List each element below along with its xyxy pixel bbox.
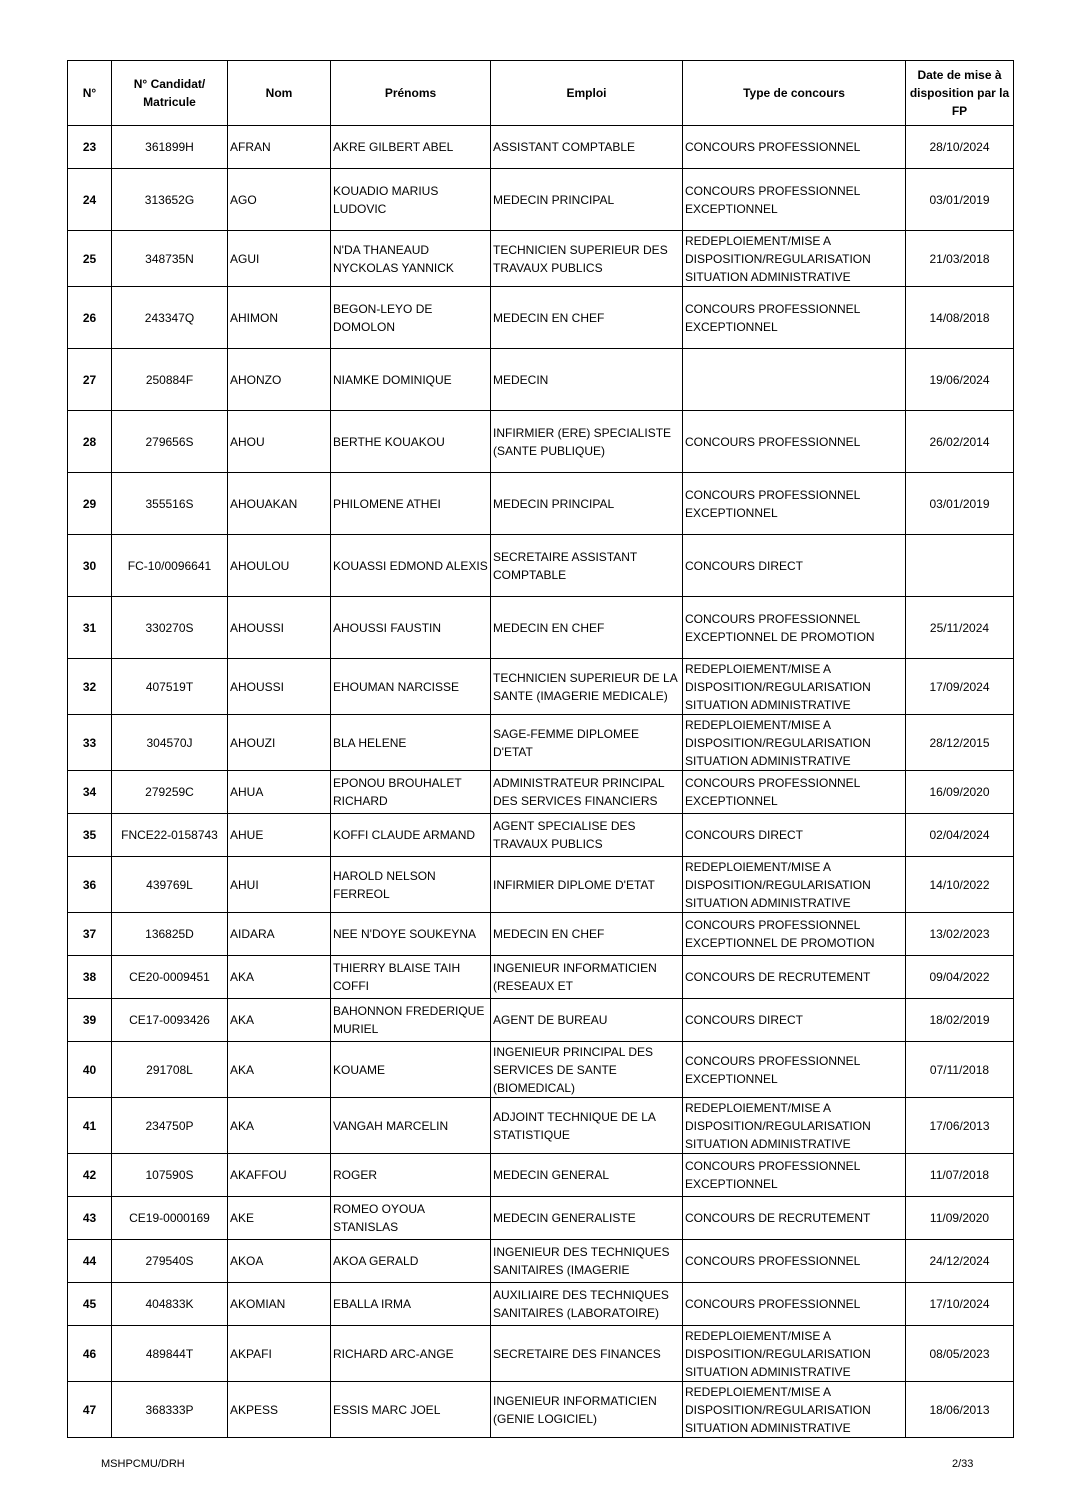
cell-prenoms: AHOUSSI FAUSTIN <box>331 597 491 659</box>
cell-matricule: 313652G <box>112 169 228 231</box>
cell-matricule: 368333P <box>112 1382 228 1438</box>
cell-prenoms: ROGER <box>331 1154 491 1197</box>
cell-emploi: MEDECIN PRINCIPAL <box>491 169 683 231</box>
cell-prenoms: PHILOMENE ATHEI <box>331 473 491 535</box>
cell-num: 28 <box>68 411 112 473</box>
cell-nom: AKE <box>228 1197 331 1240</box>
table-row <box>68 1042 1014 1098</box>
cell-type: CONCOURS PROFESSIONNEL EXCEPTIONNEL <box>683 771 906 814</box>
cell-num: 40 <box>68 1042 112 1098</box>
cell-matricule: 279656S <box>112 411 228 473</box>
cell-num: 38 <box>68 956 112 999</box>
table-row <box>68 1382 1014 1438</box>
cell-nom: AHOULOU <box>228 535 331 597</box>
table-row <box>68 814 1014 857</box>
cell-prenoms: AKRE GILBERT ABEL <box>331 126 491 169</box>
cell-matricule: 330270S <box>112 597 228 659</box>
cell-prenoms: ROMEO OYOUA STANISLAS <box>331 1197 491 1240</box>
cell-date: 25/11/2024 <box>906 597 1014 659</box>
cell-nom: AKPAFI <box>228 1326 331 1382</box>
cell-prenoms: KOUASSI EDMOND ALEXIS <box>331 535 491 597</box>
cell-date: 17/10/2024 <box>906 1283 1014 1326</box>
header-emploi: Emploi <box>491 61 683 126</box>
cell-type: CONCOURS DIRECT <box>683 814 906 857</box>
cell-nom: AKAFFOU <box>228 1154 331 1197</box>
cell-date: 18/06/2013 <box>906 1382 1014 1438</box>
cell-nom: AKOMIAN <box>228 1283 331 1326</box>
cell-prenoms: THIERRY BLAISE TAIH COFFI <box>331 956 491 999</box>
table-row <box>68 1197 1014 1240</box>
cell-matricule: CE20-0009451 <box>112 956 228 999</box>
cell-nom: AKA <box>228 999 331 1042</box>
cell-nom: AHOUAKAN <box>228 473 331 535</box>
cell-emploi: AGENT SPECIALISE DES TRAVAUX PUBLICS <box>491 814 683 857</box>
header-num: N° <box>68 61 112 126</box>
cell-nom: AIDARA <box>228 913 331 956</box>
table-row <box>68 771 1014 814</box>
cell-num: 31 <box>68 597 112 659</box>
cell-matricule: 250884F <box>112 349 228 411</box>
cell-num: 37 <box>68 913 112 956</box>
cell-nom: AHOUSSI <box>228 659 331 715</box>
cell-date: 14/10/2022 <box>906 857 1014 913</box>
table-row <box>68 1283 1014 1326</box>
cell-num: 24 <box>68 169 112 231</box>
cell-num: 42 <box>68 1154 112 1197</box>
cell-type: CONCOURS PROFESSIONNEL <box>683 126 906 169</box>
table-row <box>68 857 1014 913</box>
cell-date: 17/06/2013 <box>906 1098 1014 1154</box>
footer-department: MSHPCMU/DRH <box>101 1458 185 1470</box>
cell-nom: AFRAN <box>228 126 331 169</box>
table-row <box>68 1326 1014 1382</box>
cell-matricule: 355516S <box>112 473 228 535</box>
cell-nom: AGO <box>228 169 331 231</box>
table-row <box>68 411 1014 473</box>
cell-date: 14/08/2018 <box>906 287 1014 349</box>
cell-prenoms: RICHARD ARC-ANGE <box>331 1326 491 1382</box>
cell-nom: AHUE <box>228 814 331 857</box>
cell-type: CONCOURS PROFESSIONNEL EXCEPTIONNEL <box>683 473 906 535</box>
cell-prenoms: EPONOU BROUHALET RICHARD <box>331 771 491 814</box>
cell-num: 44 <box>68 1240 112 1283</box>
cell-prenoms: ESSIS MARC JOEL <box>331 1382 491 1438</box>
cell-nom: AHIMON <box>228 287 331 349</box>
cell-matricule: 136825D <box>112 913 228 956</box>
candidates-table <box>67 60 1014 1438</box>
cell-num: 43 <box>68 1197 112 1240</box>
cell-nom: AKA <box>228 956 331 999</box>
cell-date: 03/01/2019 <box>906 169 1014 231</box>
cell-matricule: 243347Q <box>112 287 228 349</box>
cell-num: 32 <box>68 659 112 715</box>
cell-emploi: INGENIEUR PRINCIPAL DES SERVICES DE SANTE (BIOMEDICAL) <box>491 1042 683 1098</box>
table-row <box>68 913 1014 956</box>
cell-num: 47 <box>68 1382 112 1438</box>
cell-emploi: ASSISTANT COMPTABLE <box>491 126 683 169</box>
cell-emploi: MEDECIN GENERALISTE <box>491 1197 683 1240</box>
cell-emploi: SECRETAIRE DES FINANCES <box>491 1326 683 1382</box>
cell-matricule: 234750P <box>112 1098 228 1154</box>
cell-prenoms: KOUADIO MARIUS LUDOVIC <box>331 169 491 231</box>
cell-emploi: MEDECIN GENERAL <box>491 1154 683 1197</box>
table-row <box>68 999 1014 1042</box>
cell-matricule: CE17-0093426 <box>112 999 228 1042</box>
cell-date <box>906 535 1014 597</box>
cell-date: 17/09/2024 <box>906 659 1014 715</box>
cell-date: 19/06/2024 <box>906 349 1014 411</box>
cell-date: 28/12/2015 <box>906 715 1014 771</box>
cell-num: 46 <box>68 1326 112 1382</box>
cell-matricule: 107590S <box>112 1154 228 1197</box>
cell-prenoms: NEE N'DOYE SOUKEYNA <box>331 913 491 956</box>
table-row <box>68 126 1014 169</box>
cell-emploi: AUXILIAIRE DES TECHNIQUES SANITAIRES (LABORATOIRE) <box>491 1283 683 1326</box>
header-row <box>68 61 1014 126</box>
cell-prenoms: NIAMKE DOMINIQUE <box>331 349 491 411</box>
cell-emploi: MEDECIN EN CHEF <box>491 597 683 659</box>
cell-nom: AKPESS <box>228 1382 331 1438</box>
header-prenoms: Prénoms <box>331 61 491 126</box>
cell-prenoms: BEGON-LEYO DE DOMOLON <box>331 287 491 349</box>
table-row <box>68 349 1014 411</box>
cell-date: 08/05/2023 <box>906 1326 1014 1382</box>
cell-matricule: FC-10/0096641 <box>112 535 228 597</box>
header-nom: Nom <box>228 61 331 126</box>
cell-emploi: MEDECIN EN CHEF <box>491 913 683 956</box>
cell-date: 03/01/2019 <box>906 473 1014 535</box>
cell-date: 28/10/2024 <box>906 126 1014 169</box>
cell-type: REDEPLOIEMENT/MISE A DISPOSITION/REGULARISATION SITUATION ADMINISTRATIVE <box>683 857 906 913</box>
table-row <box>68 1098 1014 1154</box>
cell-emploi: INGENIEUR DES TECHNIQUES SANITAIRES (IMAGERIE <box>491 1240 683 1283</box>
cell-emploi: SECRETAIRE ASSISTANT COMPTABLE <box>491 535 683 597</box>
cell-prenoms: KOUAME <box>331 1042 491 1098</box>
cell-matricule: 404833K <box>112 1283 228 1326</box>
table-row <box>68 659 1014 715</box>
cell-emploi: INFIRMIER DIPLOME D'ETAT <box>491 857 683 913</box>
cell-type: CONCOURS PROFESSIONNEL EXCEPTIONNEL DE PROMOTION <box>683 913 906 956</box>
cell-matricule: 304570J <box>112 715 228 771</box>
cell-date: 09/04/2022 <box>906 956 1014 999</box>
cell-nom: AHOUZI <box>228 715 331 771</box>
cell-nom: AKA <box>228 1098 331 1154</box>
cell-nom: AHONZO <box>228 349 331 411</box>
cell-type: CONCOURS PROFESSIONNEL EXCEPTIONNEL <box>683 1042 906 1098</box>
cell-emploi: TECHNICIEN SUPERIEUR DES TRAVAUX PUBLICS <box>491 231 683 287</box>
cell-matricule: FNCE22-0158743 <box>112 814 228 857</box>
cell-type: CONCOURS DE RECRUTEMENT <box>683 956 906 999</box>
cell-date: 11/09/2020 <box>906 1197 1014 1240</box>
cell-prenoms: VANGAH MARCELIN <box>331 1098 491 1154</box>
cell-matricule: 407519T <box>112 659 228 715</box>
table-row <box>68 473 1014 535</box>
cell-type: REDEPLOIEMENT/MISE A DISPOSITION/REGULARISATION SITUATION ADMINISTRATIVE <box>683 1382 906 1438</box>
table-row <box>68 1240 1014 1283</box>
table-row <box>68 1154 1014 1197</box>
cell-type: CONCOURS PROFESSIONNEL <box>683 411 906 473</box>
cell-num: 39 <box>68 999 112 1042</box>
cell-matricule: CE19-0000169 <box>112 1197 228 1240</box>
cell-type: REDEPLOIEMENT/MISE A DISPOSITION/REGULARISATION SITUATION ADMINISTRATIVE <box>683 715 906 771</box>
cell-num: 25 <box>68 231 112 287</box>
cell-prenoms: KOFFI CLAUDE ARMAND <box>331 814 491 857</box>
cell-matricule: 291708L <box>112 1042 228 1098</box>
cell-type: REDEPLOIEMENT/MISE A DISPOSITION/REGULARISATION SITUATION ADMINISTRATIVE <box>683 659 906 715</box>
cell-date: 21/03/2018 <box>906 231 1014 287</box>
cell-matricule: 361899H <box>112 126 228 169</box>
table-row <box>68 597 1014 659</box>
cell-type: CONCOURS DE RECRUTEMENT <box>683 1197 906 1240</box>
cell-prenoms: BERTHE KOUAKOU <box>331 411 491 473</box>
cell-num: 23 <box>68 126 112 169</box>
cell-matricule: 348735N <box>112 231 228 287</box>
cell-num: 29 <box>68 473 112 535</box>
table-body <box>68 126 1014 1438</box>
cell-date: 11/07/2018 <box>906 1154 1014 1197</box>
cell-num: 27 <box>68 349 112 411</box>
cell-nom: AKA <box>228 1042 331 1098</box>
cell-date: 18/02/2019 <box>906 999 1014 1042</box>
table-row <box>68 231 1014 287</box>
cell-matricule: 439769L <box>112 857 228 913</box>
cell-prenoms: N'DA THANEAUD NYCKOLAS YANNICK <box>331 231 491 287</box>
cell-date: 26/02/2014 <box>906 411 1014 473</box>
cell-prenoms: HAROLD NELSON FERREOL <box>331 857 491 913</box>
table-row <box>68 169 1014 231</box>
cell-nom: AKOA <box>228 1240 331 1283</box>
cell-nom: AHUA <box>228 771 331 814</box>
cell-emploi: AGENT DE BUREAU <box>491 999 683 1042</box>
cell-date: 13/02/2023 <box>906 913 1014 956</box>
cell-num: 33 <box>68 715 112 771</box>
cell-matricule: 489844T <box>112 1326 228 1382</box>
cell-prenoms: BLA HELENE <box>331 715 491 771</box>
cell-matricule: 279259C <box>112 771 228 814</box>
cell-type: CONCOURS PROFESSIONNEL EXCEPTIONNEL <box>683 169 906 231</box>
cell-type: CONCOURS PROFESSIONNEL <box>683 1240 906 1283</box>
cell-type: REDEPLOIEMENT/MISE A DISPOSITION/REGULARISATION SITUATION ADMINISTRATIVE <box>683 1098 906 1154</box>
table-row <box>68 535 1014 597</box>
cell-num: 36 <box>68 857 112 913</box>
footer-page-number: 2/33 <box>952 1458 974 1470</box>
header-matricule: N° Candidat/ Matricule <box>112 61 228 126</box>
cell-type: CONCOURS PROFESSIONNEL EXCEPTIONNEL <box>683 1154 906 1197</box>
cell-matricule: 279540S <box>112 1240 228 1283</box>
cell-emploi: MEDECIN <box>491 349 683 411</box>
cell-num: 35 <box>68 814 112 857</box>
cell-date: 02/04/2024 <box>906 814 1014 857</box>
table-row <box>68 715 1014 771</box>
cell-type: REDEPLOIEMENT/MISE A DISPOSITION/REGULARISATION SITUATION ADMINISTRATIVE <box>683 231 906 287</box>
cell-emploi: MEDECIN EN CHEF <box>491 287 683 349</box>
cell-nom: AHOU <box>228 411 331 473</box>
cell-date: 16/09/2020 <box>906 771 1014 814</box>
cell-num: 34 <box>68 771 112 814</box>
header-type: Type de concours <box>683 61 906 126</box>
cell-type <box>683 349 906 411</box>
cell-date: 07/11/2018 <box>906 1042 1014 1098</box>
cell-emploi: TECHNICIEN SUPERIEUR DE LA SANTE (IMAGERIE MEDICALE) <box>491 659 683 715</box>
cell-prenoms: EHOUMAN NARCISSE <box>331 659 491 715</box>
cell-emploi: INGENIEUR INFORMATICIEN (GENIE LOGICIEL) <box>491 1382 683 1438</box>
cell-emploi: SAGE-FEMME DIPLOMEE D'ETAT <box>491 715 683 771</box>
cell-num: 45 <box>68 1283 112 1326</box>
cell-prenoms: BAHONNON FREDERIQUE MURIEL <box>331 999 491 1042</box>
table-row <box>68 956 1014 999</box>
cell-emploi: MEDECIN PRINCIPAL <box>491 473 683 535</box>
header-date: Date de mise à disposition par la FP <box>906 61 1014 126</box>
cell-num: 30 <box>68 535 112 597</box>
cell-nom: AHOUSSI <box>228 597 331 659</box>
cell-type: CONCOURS DIRECT <box>683 535 906 597</box>
cell-num: 41 <box>68 1098 112 1154</box>
cell-type: CONCOURS PROFESSIONNEL EXCEPTIONNEL <box>683 287 906 349</box>
cell-emploi: ADJOINT TECHNIQUE DE LA STATISTIQUE <box>491 1098 683 1154</box>
cell-type: CONCOURS PROFESSIONNEL <box>683 1283 906 1326</box>
cell-type: REDEPLOIEMENT/MISE A DISPOSITION/REGULARISATION SITUATION ADMINISTRATIVE <box>683 1326 906 1382</box>
cell-nom: AGUI <box>228 231 331 287</box>
cell-emploi: INGENIEUR INFORMATICIEN (RESEAUX ET <box>491 956 683 999</box>
cell-emploi: ADMINISTRATEUR PRINCIPAL DES SERVICES FINANCIERS <box>491 771 683 814</box>
cell-nom: AHUI <box>228 857 331 913</box>
table-row <box>68 287 1014 349</box>
cell-emploi: INFIRMIER (ERE) SPECIALISTE (SANTE PUBLIQUE) <box>491 411 683 473</box>
cell-date: 24/12/2024 <box>906 1240 1014 1283</box>
cell-type: CONCOURS PROFESSIONNEL EXCEPTIONNEL DE PROMOTION <box>683 597 906 659</box>
cell-num: 26 <box>68 287 112 349</box>
cell-prenoms: AKOA GERALD <box>331 1240 491 1283</box>
cell-type: CONCOURS DIRECT <box>683 999 906 1042</box>
cell-prenoms: EBALLA IRMA <box>331 1283 491 1326</box>
